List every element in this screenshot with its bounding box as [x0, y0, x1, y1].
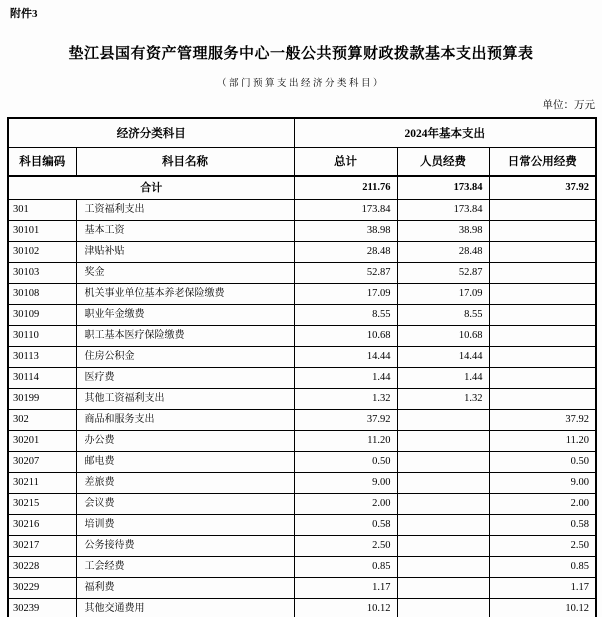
page-title: 垫江县国有资产管理服务中心一般公共预算财政拨款基本支出预算表 [68, 46, 534, 62]
cell-subject-code: 30207 [8, 452, 76, 473]
cell-subject-name: 职工基本医疗保险缴费 [76, 326, 294, 347]
cell-subject-name: 工会经费 [76, 557, 294, 578]
cell-daily-public-funds: 9.00 [489, 473, 596, 494]
cell-daily-public-funds [489, 242, 596, 263]
cell-daily-public-funds: 0.50 [489, 452, 596, 473]
cell-subject-name: 其他交通费用 [76, 599, 294, 617]
table-body [8, 176, 596, 617]
table-row [8, 599, 596, 617]
cell-daily-public-funds: 11.20 [489, 431, 596, 452]
table-row [8, 221, 596, 242]
cell-total: 173.84 [294, 200, 397, 221]
col-header-total: 总计 [294, 147, 397, 176]
cell-personnel-funds: 8.55 [397, 305, 489, 326]
cell-subject-name: 机关事业单位基本养老保险缴费 [76, 284, 294, 305]
col-header-personnel-funds: 人员经费 [397, 147, 489, 176]
cell-total: 11.20 [294, 431, 397, 452]
cell-total: 1.17 [294, 578, 397, 599]
table-row [8, 431, 596, 452]
cell-total: 28.48 [294, 242, 397, 263]
cell-subject-name: 会议费 [76, 494, 294, 515]
cell-personnel-funds: 1.32 [397, 389, 489, 410]
cell-personnel-funds: 14.44 [397, 347, 489, 368]
cell-personnel-funds: 28.48 [397, 242, 489, 263]
cell-subject-name: 邮电费 [76, 452, 294, 473]
cell-personnel-funds [397, 578, 489, 599]
cell-subject-code: 30114 [8, 368, 76, 389]
cell-daily-public-funds [489, 284, 596, 305]
table-row [8, 284, 596, 305]
cell-personnel-funds: 10.68 [397, 326, 489, 347]
cell-total: 17.09 [294, 284, 397, 305]
cell-subject-code: 30113 [8, 347, 76, 368]
cell-total: 0.58 [294, 515, 397, 536]
cell-subject-code: 30102 [8, 242, 76, 263]
col-header-daily-public-funds: 日常公用经费 [489, 147, 596, 176]
cell-subject-code: 30199 [8, 389, 76, 410]
cell-personnel-funds [397, 410, 489, 431]
cell-subject-name: 住房公积金 [76, 347, 294, 368]
header-group-row [8, 118, 596, 147]
table-row [8, 536, 596, 557]
cell-personnel-funds [397, 536, 489, 557]
cell-subject-name: 基本工资 [76, 221, 294, 242]
col-header-subject-code: 科目编码 [8, 147, 76, 176]
cell-personnel-funds [397, 431, 489, 452]
cell-subject-name: 津贴补贴 [76, 242, 294, 263]
table-row [8, 200, 596, 221]
cell-personnel-funds [397, 557, 489, 578]
total-row [8, 176, 596, 200]
cell-daily-public-funds [489, 221, 596, 242]
cell-personnel-funds: 17.09 [397, 284, 489, 305]
cell-subject-code: 30217 [8, 536, 76, 557]
cell-total-label: 合计 [8, 176, 294, 200]
cell-daily-public-funds [489, 368, 596, 389]
cell-personnel-funds [397, 473, 489, 494]
cell-daily-public-funds [489, 326, 596, 347]
cell-subject-code: 30109 [8, 305, 76, 326]
attachment-label: 附件3 [10, 8, 38, 20]
cell-subject-code: 30101 [8, 221, 76, 242]
table-row [8, 305, 596, 326]
cell-daily-public-funds: 2.00 [489, 494, 596, 515]
table-row [8, 347, 596, 368]
cell-personnel-funds [397, 452, 489, 473]
table-row [8, 326, 596, 347]
cell-subject-code: 301 [8, 200, 76, 221]
cell-total: 1.44 [294, 368, 397, 389]
cell-total: 52.87 [294, 263, 397, 284]
unit-label: 单位：万元 [542, 100, 595, 111]
cell-daily-public-funds: 1.17 [489, 578, 596, 599]
cell-subject-name: 医疗费 [76, 368, 294, 389]
cell-daily-public-funds: 37.92 [489, 410, 596, 431]
cell-subject-code: 30201 [8, 431, 76, 452]
cell-total: 2.50 [294, 536, 397, 557]
cell-total-total: 211.76 [294, 176, 397, 200]
cell-personnel-funds: 173.84 [397, 200, 489, 221]
cell-subject-name: 办公费 [76, 431, 294, 452]
cell-personnel-funds [397, 494, 489, 515]
cell-subject-code: 30211 [8, 473, 76, 494]
cell-daily-public-funds: 0.58 [489, 515, 596, 536]
table-row [8, 368, 596, 389]
cell-total-daily: 37.92 [489, 176, 596, 200]
cell-subject-code: 30103 [8, 263, 76, 284]
cell-subject-name: 商品和服务支出 [76, 410, 294, 431]
cell-total: 9.00 [294, 473, 397, 494]
table-row [8, 578, 596, 599]
cell-daily-public-funds [489, 305, 596, 326]
cell-subject-name: 职业年金缴费 [76, 305, 294, 326]
cell-subject-name: 奖金 [76, 263, 294, 284]
cell-subject-code: 30229 [8, 578, 76, 599]
cell-total: 1.32 [294, 389, 397, 410]
cell-subject-code: 30228 [8, 557, 76, 578]
cell-subject-name: 工资福利支出 [76, 200, 294, 221]
cell-daily-public-funds: 10.12 [489, 599, 596, 617]
cell-total: 0.50 [294, 452, 397, 473]
cell-subject-code: 30110 [8, 326, 76, 347]
cell-subject-name: 其他工资福利支出 [76, 389, 294, 410]
cell-total-personnel: 173.84 [397, 176, 489, 200]
cell-total: 10.12 [294, 599, 397, 617]
cell-subject-name: 培训费 [76, 515, 294, 536]
table-row [8, 515, 596, 536]
header-columns-row [8, 147, 596, 176]
table-row [8, 242, 596, 263]
table-row [8, 410, 596, 431]
cell-daily-public-funds [489, 347, 596, 368]
cell-personnel-funds: 52.87 [397, 263, 489, 284]
table-row [8, 389, 596, 410]
cell-daily-public-funds: 0.85 [489, 557, 596, 578]
cell-total: 14.44 [294, 347, 397, 368]
cell-total: 10.68 [294, 326, 397, 347]
cell-personnel-funds: 1.44 [397, 368, 489, 389]
cell-total: 38.98 [294, 221, 397, 242]
cell-subject-name: 公务接待费 [76, 536, 294, 557]
cell-personnel-funds [397, 515, 489, 536]
cell-daily-public-funds [489, 263, 596, 284]
col-header-subject-name: 科目名称 [76, 147, 294, 176]
cell-subject-name: 福利费 [76, 578, 294, 599]
cell-subject-code: 302 [8, 410, 76, 431]
cell-daily-public-funds [489, 389, 596, 410]
budget-table [7, 117, 597, 617]
cell-subject-code: 30239 [8, 599, 76, 617]
table-row [8, 263, 596, 284]
header-economic-classification: 经济分类科目 [8, 118, 294, 147]
cell-subject-name: 差旅费 [76, 473, 294, 494]
table-row [8, 452, 596, 473]
cell-personnel-funds: 38.98 [397, 221, 489, 242]
cell-subject-code: 30216 [8, 515, 76, 536]
table-row [8, 473, 596, 494]
cell-personnel-funds [397, 599, 489, 617]
cell-daily-public-funds: 2.50 [489, 536, 596, 557]
table-header [8, 118, 596, 176]
cell-total: 37.92 [294, 410, 397, 431]
page-subtitle: （部门预算支出经济分类科目） [216, 79, 385, 89]
cell-total: 2.00 [294, 494, 397, 515]
cell-total: 8.55 [294, 305, 397, 326]
cell-subject-code: 30108 [8, 284, 76, 305]
cell-total: 0.85 [294, 557, 397, 578]
table-row [8, 557, 596, 578]
cell-subject-code: 30215 [8, 494, 76, 515]
header-2024-basic-expenditure: 2024年基本支出 [294, 118, 596, 147]
table-row [8, 494, 596, 515]
cell-daily-public-funds [489, 200, 596, 221]
